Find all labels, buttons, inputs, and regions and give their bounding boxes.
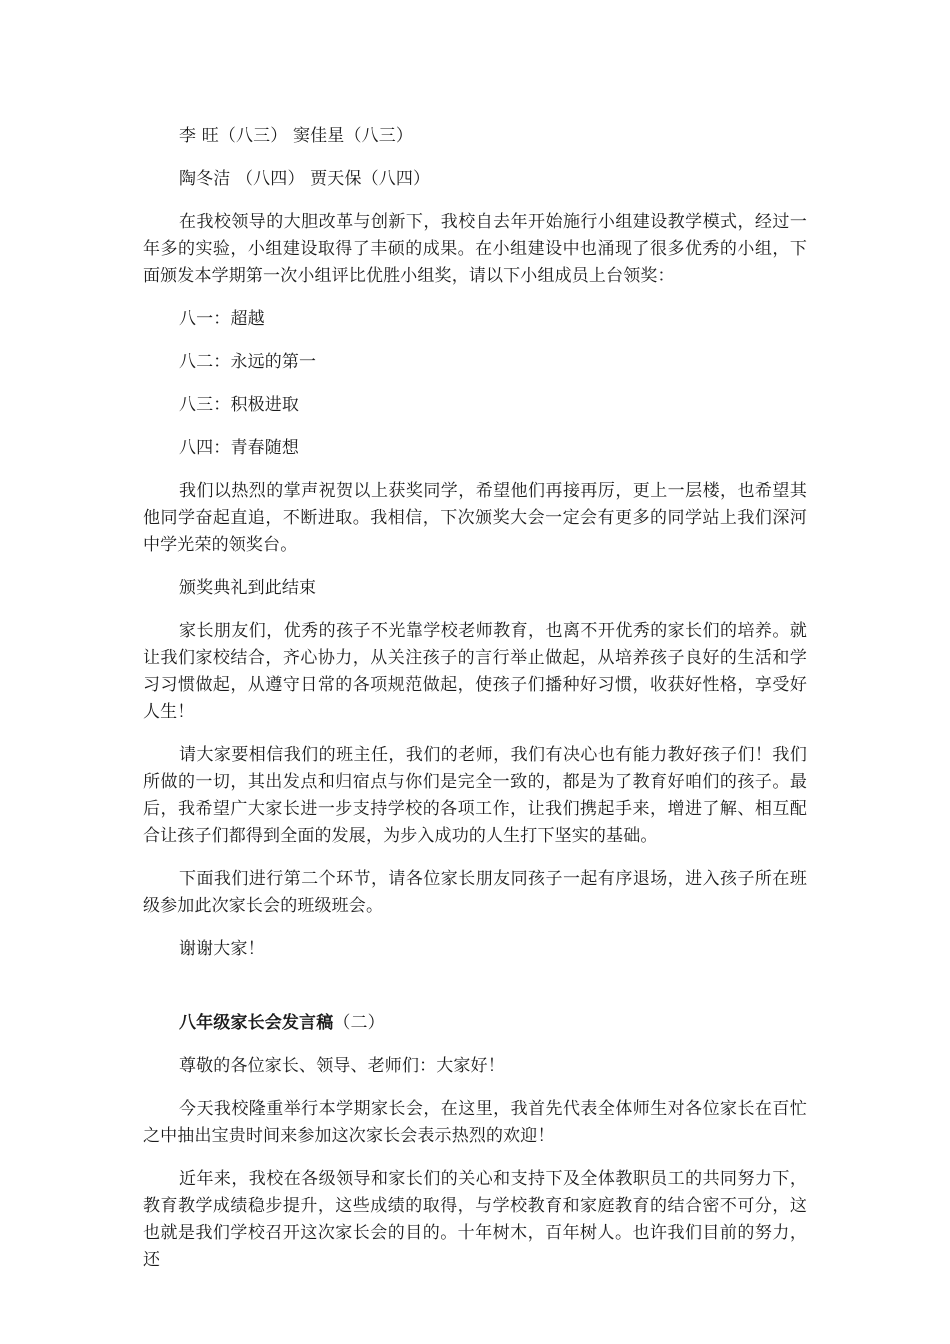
- award-line-1: 李 旺（八三） 窦佳星（八三）: [179, 126, 414, 146]
- parents-paragraph: 家长朋友们，优秀的孩子不光靠学校老师教育，也离不开优秀的家长们的培养。就让我们家校结合，齐心协力，从关注孩子的言行举止做起，从培养孩子良好的生活和学习习惯做起，从遵守日常的各项规范做起，使孩子们播种好习惯，收获好性格，享受好人生！: [143, 621, 807, 722]
- trust-paragraph: 请大家要相信我们的班主任，我们的老师，我们有决心也有能力教好孩子们！我们所做的一切，其出发点和归宿点与你们是完全一致的，都是为了教育好咱们的孩子。最后，我希望广大家长进一步支持学校的各项工作，让我们携起手来，增进了解、相互配合让孩子们都得到全面的发展，为步入成功的人生打下坚实的基础。: [143, 745, 807, 846]
- award-line-2: 陶冬洁 （八四） 贾天保（八四）: [179, 169, 431, 189]
- welcome-paragraph: 今天我校隆重举行本学期家长会，在这里，我首先代表全体师生对各位家长在百忙之中抽出宝贵时间来参加这次家长会表示热烈的欢迎！: [143, 1099, 807, 1146]
- group-item: 八二：永远的第一: [179, 352, 317, 372]
- group-item: 八三：积极进取: [179, 395, 300, 415]
- group-intro-paragraph: 在我校领导的大胆改革与创新下，我校自去年开始施行小组建设教学模式，经过一年多的实验，小组建设取得了丰硕的成果。在小组建设中也涌现了很多优秀的小组，下面颁发本学期第一次小组评比优胜小组奖，请以下小组成员上台领奖：: [143, 212, 807, 286]
- recent-years-paragraph: 近年来，我校在各级领导和家长们的关心和支持下及全体教职员工的共同努力下，教育教学成绩稳步提升，这些成绩的取得，与学校教育和家庭教育的结合密不可分，这也就是我们学校召开这次家长会的目的。十年树木，百年树人。也许我们目前的努力，还: [143, 1169, 807, 1270]
- ceremony-end-paragraph: 颁奖典礼到此结束: [179, 578, 317, 598]
- next-step-paragraph: 下面我们进行第二个环节，请各位家长朋友同孩子一起有序退场，进入孩子所在班级参加此次家长会的班级班会。: [143, 869, 807, 916]
- group-item: 八四：青春随想: [179, 438, 300, 458]
- section-title-main: 八年级家长会发言稿: [179, 1013, 334, 1033]
- congrats-paragraph: 我们以热烈的掌声祝贺以上获奖同学，希望他们再接再厉，更上一层楼，也希望其他同学奋起直追，不断进取。我相信，下次颁奖大会一定会有更多的同学站上我们深河中学光荣的领奖台。: [143, 481, 807, 555]
- section-title: [143, 1010, 807, 1037]
- greeting-paragraph: 尊敬的各位家长、领导、老师们：大家好！: [179, 1056, 505, 1076]
- thanks-paragraph: 谢谢大家！: [179, 939, 265, 959]
- section-title-suffix: （二）: [333, 1013, 385, 1033]
- group-item: 八一：超越: [179, 309, 265, 329]
